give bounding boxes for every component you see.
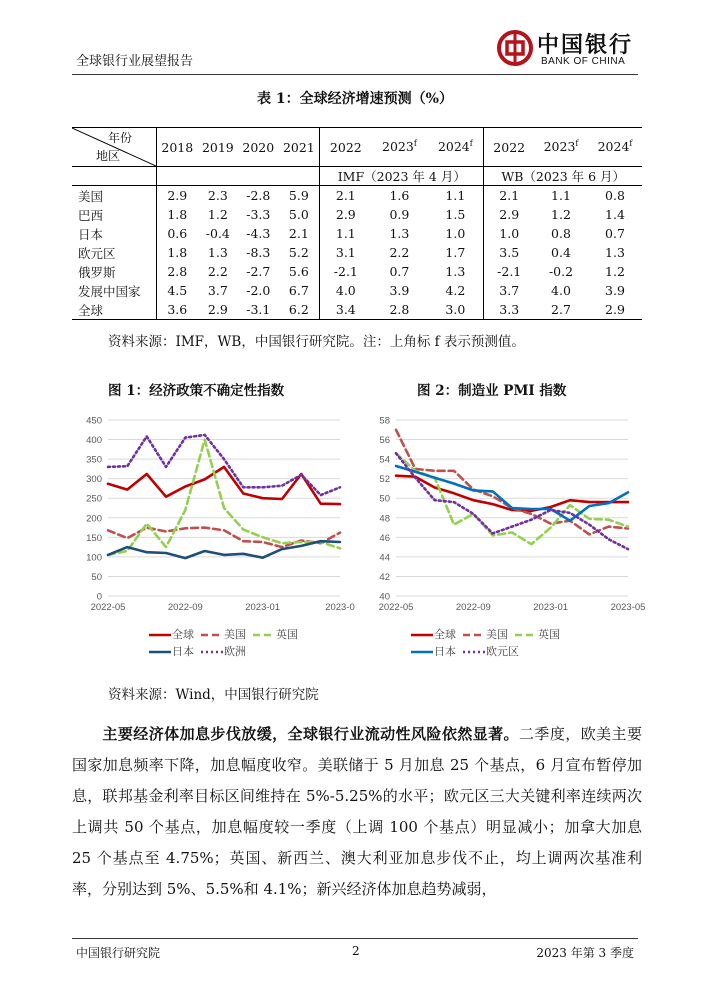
value-cell: 3.0 [427,300,484,320]
value-cell: 3.6 [157,300,198,320]
year-header: 2020 [238,128,278,167]
value-cell: 1.8 [157,205,198,224]
year-header: 2024$^f$ [588,128,642,167]
value-cell: 2.9 [320,205,372,224]
footer-issue: 2023 年第 3 季度 [536,946,634,960]
legend-item [410,643,456,659]
paragraph-lead: 主要经济体加息步伐放缓，全球银行业流动性风险依然显著。 [102,725,519,743]
year-header: 2018 [157,128,198,167]
y-tick-label: 40 [379,591,390,603]
value-cell: 1.1 [320,224,372,243]
value-cell: 2.8 [372,300,428,320]
value-cell: 3.1 [320,243,372,262]
legend-item [148,626,194,642]
value-cell: 1.3 [207,245,228,260]
y-tick-label: 100 [86,552,102,564]
year-header: 2024$^f$ [427,128,484,167]
value-cell: 3.5 [484,243,534,262]
value-cell: 2.1 [484,186,534,206]
fig1-title: 图 1：经济政策不确定性指数 [108,383,285,399]
value-cell: 5.0 [288,207,309,222]
value-cell: 6.2 [279,300,320,320]
x-tick-label: 2023-01 [245,602,281,613]
y-tick-label: 150 [86,532,102,544]
series-line-日本 [108,541,340,558]
legend-swatch [462,631,486,639]
pmi-chart [360,408,650,620]
value-cell: -4.3 [246,226,271,241]
legend-label: 英国 [538,629,560,641]
paragraph-text: 二季度，欧美主要国家加息频率下降，加息幅度收窄。美联储于 5 月加息 25 个基点，6 月宣布暂停加息，联邦基金利率目标区间维持在 5%-5.25%的水平；欧元区三大关键利率连续两次上调共 50 个基点，加息幅度较一季度（上调 100 个基点）明显减小；加拿大加息 25 个基点至 4.75%；英国、新西兰、澳大利亚加息步伐不止，均上调两次基准利率，分别达到 5%、5.5%和 4.1%；新兴经济体加息趋势减弱， [72,725,642,898]
value-cell: 3.4 [320,300,372,320]
value-cell: 0.7 [389,264,410,279]
y-tick-label: 50 [379,493,390,505]
legend-swatch [252,631,276,639]
legend-swatch [200,631,224,639]
value-cell: 1.3 [445,264,466,279]
table-row [72,186,642,206]
legend-label: 日本 [434,646,456,658]
y-tick-label: 250 [86,493,102,505]
legend-label: 全球 [172,629,194,641]
region-cell: 俄罗斯 [78,264,116,280]
header-rule [72,74,638,75]
y-tick-label: 300 [86,474,102,486]
page-number: 2 [352,944,360,958]
table-row [72,224,642,243]
value-cell: 3.9 [605,283,625,298]
series-line-日本 [396,466,628,521]
legend-swatch [148,648,172,656]
table-row [72,243,642,262]
y-tick-label: 48 [379,513,390,525]
year-header: 2019 [198,128,238,167]
value-cell: 2.1 [320,186,372,206]
x-tick-label: 2023-05 [610,602,646,613]
legend-label: 美国 [224,629,246,641]
wb-group-label: WB（2023 年 6 月） [484,167,642,186]
value-cell: 3.3 [484,300,534,320]
value-cell: 1.0 [445,226,466,241]
value-cell: 3.7 [207,283,228,298]
region-cell: 美国 [78,188,104,204]
y-tick-label: 42 [379,571,390,583]
y-tick-label: 50 [91,571,102,583]
legend-item [462,626,508,642]
y-tick-label: 450 [86,415,102,427]
footer-org: 中国银行研究院 [76,946,161,960]
x-tick-label: 2022-09 [455,602,491,613]
x-tick-label: 2023-01 [533,602,569,613]
value-cell: 2.2 [207,264,228,279]
x-tick-label: 2022-05 [378,602,414,613]
corner-region-label: 地区 [96,149,121,163]
value-cell: 0.8 [605,188,625,203]
y-tick-label: 400 [86,435,102,447]
year-header: 2022 [320,128,372,167]
value-cell: -2.8 [246,188,271,203]
value-cell: -8.3 [246,245,271,260]
legend-swatch [200,648,224,656]
body-paragraph [72,719,642,905]
value-cell: 0.9 [389,207,410,222]
value-cell: 4.5 [157,281,198,300]
legend-item [252,626,298,642]
value-cell: 2.9 [484,205,534,224]
region-cell: 日本 [78,226,104,242]
value-cell: 1.5 [445,207,466,222]
value-cell: 1.4 [605,207,625,222]
table-row [72,262,642,281]
value-cell: -0.2 [548,264,574,279]
table-source-note: 资料来源：IMF，WB，中国银行研究院。注：上角标 f 表示预测值。 [108,334,525,350]
x-tick-label: 2022-05 [90,602,126,613]
value-cell: 2.3 [207,188,228,203]
value-cell: 2.1 [288,226,309,241]
y-tick-label: 350 [86,454,102,466]
logo-text-zh: 中国银行 [537,32,634,58]
source-group-row [72,167,642,186]
value-cell: -2.1 [484,262,534,281]
policy-uncertainty-chart [72,408,362,620]
value-cell: 3.7 [484,281,534,300]
value-cell: 4.0 [320,281,372,300]
value-cell: 2.9 [157,186,198,206]
legend-swatch [148,631,172,639]
y-tick-label: 52 [379,474,390,486]
legend-label: 英国 [276,629,298,641]
report-title: 全球银行业展望报告 [76,54,194,69]
legend-item [462,643,519,659]
year-header: 2022 [484,128,534,167]
year-header: 2023$^f$ [534,128,588,167]
table-header-row [72,128,642,167]
fig1-legend [148,626,348,662]
footer-rule [72,938,638,939]
value-cell: -2.7 [246,264,271,279]
value-cell: 3.9 [389,283,410,298]
value-cell: 1.3 [389,226,410,241]
table-title: 表 1：全球经济增速预测（%） [257,91,453,107]
region-cell: 发展中国家 [78,283,141,299]
value-cell: 2.8 [157,262,198,281]
boc-emblem-icon [497,30,533,66]
growth-forecast-table [72,127,642,320]
y-tick-label: 56 [379,435,390,447]
logo-text-en: BANK OF CHINA [541,56,626,67]
value-cell: 1.6 [389,188,410,203]
legend-swatch [410,631,434,639]
legend-label: 欧元区 [486,646,519,658]
value-cell: 6.7 [288,283,309,298]
bank-logo [497,26,643,74]
value-cell: 5.6 [288,264,309,279]
legend-item [200,626,246,642]
value-cell: 1.8 [157,243,198,262]
corner-year-label: 年份 [107,131,132,145]
fig2-title: 图 2：制造业 PMI 指数 [417,383,567,399]
value-cell: -3.3 [246,207,271,222]
value-cell: 2.2 [389,245,410,260]
year-header: 2023$^f$ [372,128,428,167]
y-tick-label: 46 [379,532,390,544]
value-cell: 0.7 [605,226,625,241]
value-cell: -2.0 [246,283,271,298]
x-tick-label: 2023-0 [325,602,355,613]
value-cell: 1.1 [445,188,466,203]
corner-cell [72,128,157,167]
value-cell: 0.6 [157,224,198,243]
legend-swatch [410,648,434,656]
legend-item [200,643,246,659]
y-tick-label: 0 [96,591,102,603]
value-cell: 0.4 [551,245,571,260]
table-row [72,300,642,320]
y-tick-label: 44 [379,552,390,564]
table-row [72,205,642,224]
legend-swatch [462,648,486,656]
series-line-美国 [396,430,628,535]
imf-group-label: IMF（2023 年 4 月） [320,167,484,186]
value-cell: 4.2 [445,283,466,298]
value-cell: 2.7 [534,300,588,320]
series-line-欧洲 [108,435,340,495]
value-cell: 1.2 [551,207,571,222]
legend-label: 欧洲 [224,646,246,658]
value-cell: 4.0 [551,283,571,298]
legend-item [514,626,560,642]
value-cell: 1.2 [605,264,625,279]
legend-label: 全球 [434,629,456,641]
value-cell: 2.9 [198,300,238,320]
legend-item [410,626,456,642]
value-cell: 1.0 [484,224,534,243]
value-cell: 1.2 [207,207,228,222]
fig2-legend [410,626,610,662]
value-cell: 5.2 [288,245,309,260]
region-cell: 全球 [72,300,157,320]
value-cell: 2.9 [588,300,642,320]
region-cell: 欧元区 [78,245,116,261]
x-tick-label: 2022-09 [167,602,203,613]
y-tick-label: 54 [379,454,390,466]
legend-label: 美国 [486,629,508,641]
year-header: 2021 [279,128,320,167]
legend-swatch [514,631,538,639]
legend-item [148,643,194,659]
region-cell: 巴西 [78,207,104,223]
y-tick-label: 200 [86,513,102,525]
value-cell: -3.1 [238,300,278,320]
legend-label: 日本 [172,646,194,658]
value-cell: -0.4 [205,226,230,241]
y-tick-label: 58 [379,415,390,427]
value-cell: 1.1 [551,188,571,203]
value-cell: 1.7 [445,245,466,260]
table-row [72,281,642,300]
value-cell: 0.8 [551,226,571,241]
value-cell: 5.9 [288,188,309,203]
value-cell: 1.3 [605,245,625,260]
value-cell: -2.1 [320,262,372,281]
figure-source-note: 资料来源：Wind，中国银行研究院 [108,687,319,703]
